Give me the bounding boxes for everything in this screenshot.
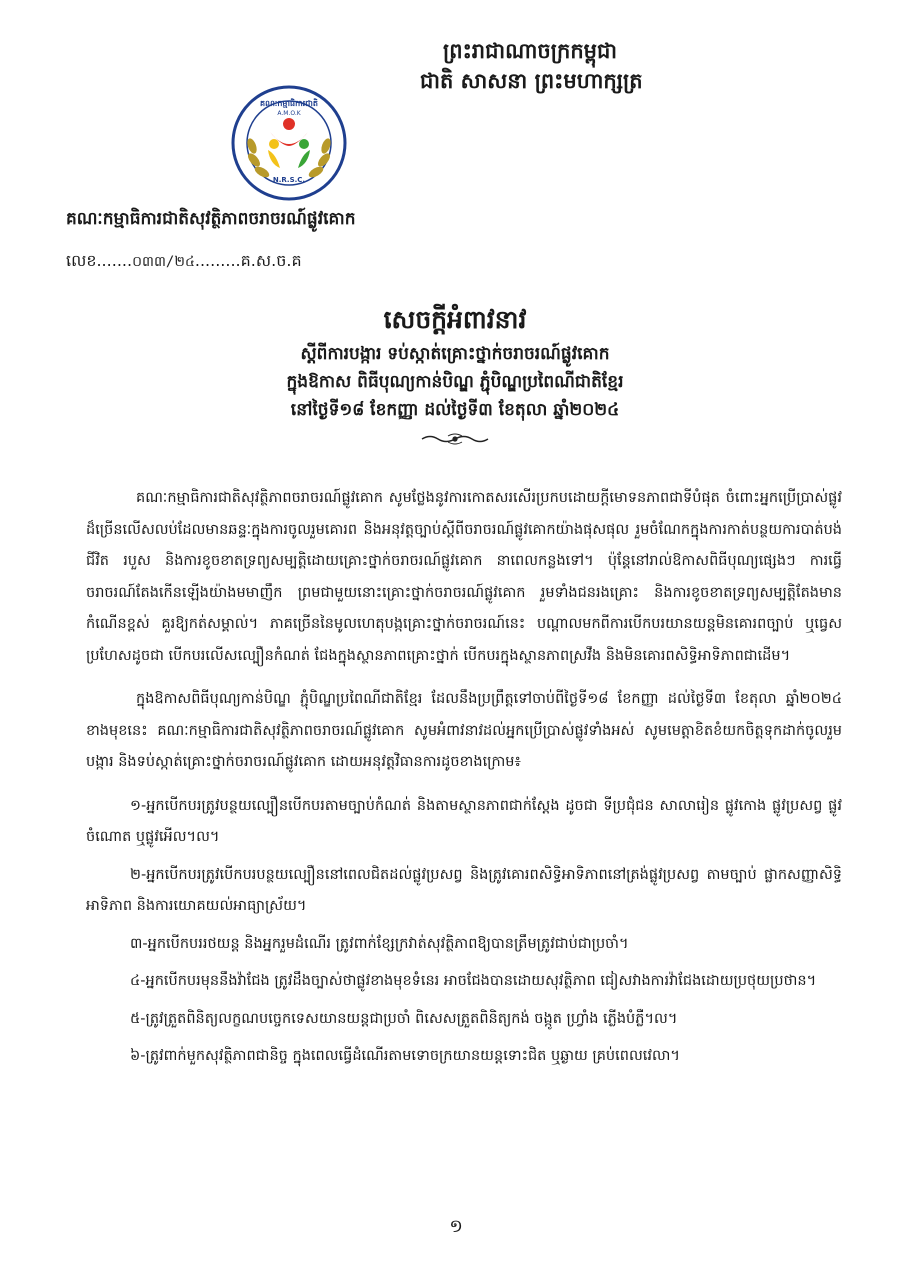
organization-name: គណៈកម្មាធិការជាតិសុវត្ថិភាពចរាចរណ៍ផ្លូវគោក [66, 209, 356, 229]
title-subject-line-2: ក្នុងឱកាស ពិធីបុណ្យកាន់បិណ្ឌ ភ្ជុំបិណ្ឌប្រពៃណីជាតិខ្មែរ [286, 372, 624, 392]
title-subject-line-1: ស្តីពីការបង្ការ ទប់ស្កាត់គ្រោះថ្នាក់ចរាចរណ៍ផ្លូវគោក [300, 344, 610, 364]
title-subject-line-3: នៅថ្ងៃទី១៨ ខែកញ្ញា ដល់ថ្ងៃទី៣ ខែតុលា ឆ្នាំ២០២៤ [290, 400, 620, 420]
logo-abbr: A.M.O.K [277, 110, 301, 117]
list-item: ២-អ្នកបើកបរត្រូវបើកបរបន្ថយល្បឿននៅពេលជិតដល់ផ្លូវប្រសព្វ និងត្រូវគោរពសិទ្ធិអាទិភាពនៅត្រង់ផ្លូវប្រសព្វ តាមច្បាប់ ផ្លាកសញ្ញាសិទ្ធិអាទិភាព និងការយោគយល់អាធ្យាស្រ័យ។ [86, 866, 842, 914]
national-motto: ជាតិ សាសនា ព្រះមហាក្សត្រ [420, 69, 643, 93]
title-block [60, 300, 850, 446]
list-item: ៦-ត្រូវពាក់មួកសុវត្ថិភាពជានិច្ច ក្នុងពេលធ្វើដំណើរតាមទោចក្រយានយន្តទោះជិត ឬឆ្ងាយ គ្រប់ពេលវេលា។ [130, 1048, 680, 1064]
list-item: ៥-ត្រូវត្រួតពិនិត្យលក្ខណបច្ចេកទេសយានយន្តជាប្រចាំ ពិសេសត្រួតពិនិត្យកង់ ចង្កូត ហ្វ្រាំង ភ្លើងបំភ្លឺ។ល។ [130, 1010, 678, 1027]
document-title: សេចក្តីអំពាវនាវ [383, 305, 527, 334]
logo-emblem-icon [230, 84, 348, 202]
organization-logo [230, 84, 348, 202]
logo-top-text: គណៈកម្មាធិការជាតិ [260, 99, 318, 108]
list-item: ១-អ្នកបើកបរត្រូវបន្ថយល្បឿនបើកបរតាមច្បាប់កំណត់ និងតាមស្ថានភាពជាក់ស្តែង ដូចជា ទីប្រជុំជន សាលារៀន ផ្លូវកោង ផ្លូវប្រសព្វ ផ្លូវចំណោត ឬផ្លូវអើល។ល។ [86, 797, 842, 845]
paragraph-appeal: ក្នុងឱកាសពិធីបុណ្យកាន់បិណ្ឌ ភ្ជុំបិណ្ឌប្រពៃណីជាតិខ្មែរ ដែលនឹងប្រព្រឹត្តទៅចាប់ពីថ្ងៃទី១៨ ខែកញ្ញា ដល់ថ្ងៃទី៣ ខែតុលា ឆ្នាំ២០២៤ ខាងមុខនេះ គណៈកម្មាធិការជាតិសុវត្ថិភាពចរាចរណ៍ផ្លូវគោក សូមអំពាវនាវដល់អ្នកប្រើប្រាស់ផ្លូវទាំងអស់ សូមមេត្តាខិតខំយកចិត្តទុកដាក់ចូលរួមបង្ការ និងទប់ស្កាត់គ្រោះថ្នាក់ចរាចរណ៍ផ្លូវគោក ដោយអនុវត្តវិធានការដូចខាងក្រោម៖ [86, 691, 842, 770]
reference-value: ០៣៣/២៤ [132, 254, 195, 270]
page-number: ១ [449, 1216, 463, 1237]
reference-suffix: គ.ស.ច.គ [240, 251, 302, 270]
kingdom-header [420, 36, 643, 96]
list-item: ៣-អ្នកបើកបររថយន្ត និងអ្នករួមដំណើរ ត្រូវពាក់ខ្សែក្រវាត់សុវត្ថិភាពឱ្យបានត្រឹមត្រូវជាប់ជាប្រចាំ។ [130, 935, 629, 952]
logo-bottom-text: N.R.S.C. [272, 176, 306, 184]
ornament-icon [420, 432, 490, 446]
list-item: ៤-អ្នកបើកបរមុននឹងវ៉ាជែង ត្រូវដឹងច្បាស់ថាផ្លូវខាងមុខទំនេរ អាចជែងបានដោយសុវត្ថិភាព ជៀសវាងការវ៉ាជែងដោយប្រថុយប្រថាន។ [130, 973, 817, 989]
ornament-divider [60, 432, 850, 446]
reference-prefix: លេខ [66, 251, 97, 270]
kingdom-title: ព្រះរាជាណាចក្រកម្ពុជា [442, 39, 617, 63]
reference-number: លេខ.......០៣៣/២៤.........គ.ស.ច.គ [66, 251, 302, 270]
document-body [86, 483, 842, 1073]
paragraph-intro: គណៈកម្មាធិការជាតិសុវត្ថិភាពចរាចរណ៍ផ្លូវគោក សូមថ្លែងនូវការកោតសរសើរប្រកបដោយក្តីមោទនភាពជាទីបំផុត ចំពោះអ្នកប្រើប្រាស់ផ្លូវដ៏ច្រើនលើសលប់ដែលមានឆន្ទៈក្នុងការចូលរួមគោរព និងអនុវត្តច្បាប់ស្តីពីចរាចរណ៍ផ្លូវគោកយ៉ាងផុសផុល រួមចំណែកក្នុងការកាត់បន្ថយការបាត់បង់ជីវិត របួស និងការខូចខាតទ្រព្យសម្បត្តិដោយគ្រោះថ្នាក់ចរាចរណ៍ផ្លូវគោក នាពេលកន្លងទៅ។ ប៉ុន្តែនៅរាល់ឱកាសពិធីបុណ្យផ្សេងៗ ការធ្វើចរាចរណ៍តែងកើនឡើងយ៉ាងមមាញឹក ព្រមជាមួយនោះគ្រោះថ្នាក់ចរាចរណ៍ផ្លូវគោក រួមទាំងជនរងគ្រោះ និងការខូចខាតទ្រព្យសម្បត្តិតែងមានកំណើនខ្ពស់ គួរឱ្យកត់សម្គាល់។ ភាគច្រើននៃមូលហេតុបង្កគ្រោះថ្នាក់ចរាចរណ៍នេះ បណ្តាលមកពីការបើកបរយានយន្តមិនគោរពច្បាប់ ឬធ្វេសប្រហែសដូចជា បើកបរលើសល្បឿនកំណត់ ជែងក្នុងស្ថានភាពគ្រោះថ្នាក់ បើកបរក្នុងស្ថានភាពស្រវឹង និងមិនគោរពសិទ្ធិអាទិភាពជាដើម។ [86, 490, 842, 664]
